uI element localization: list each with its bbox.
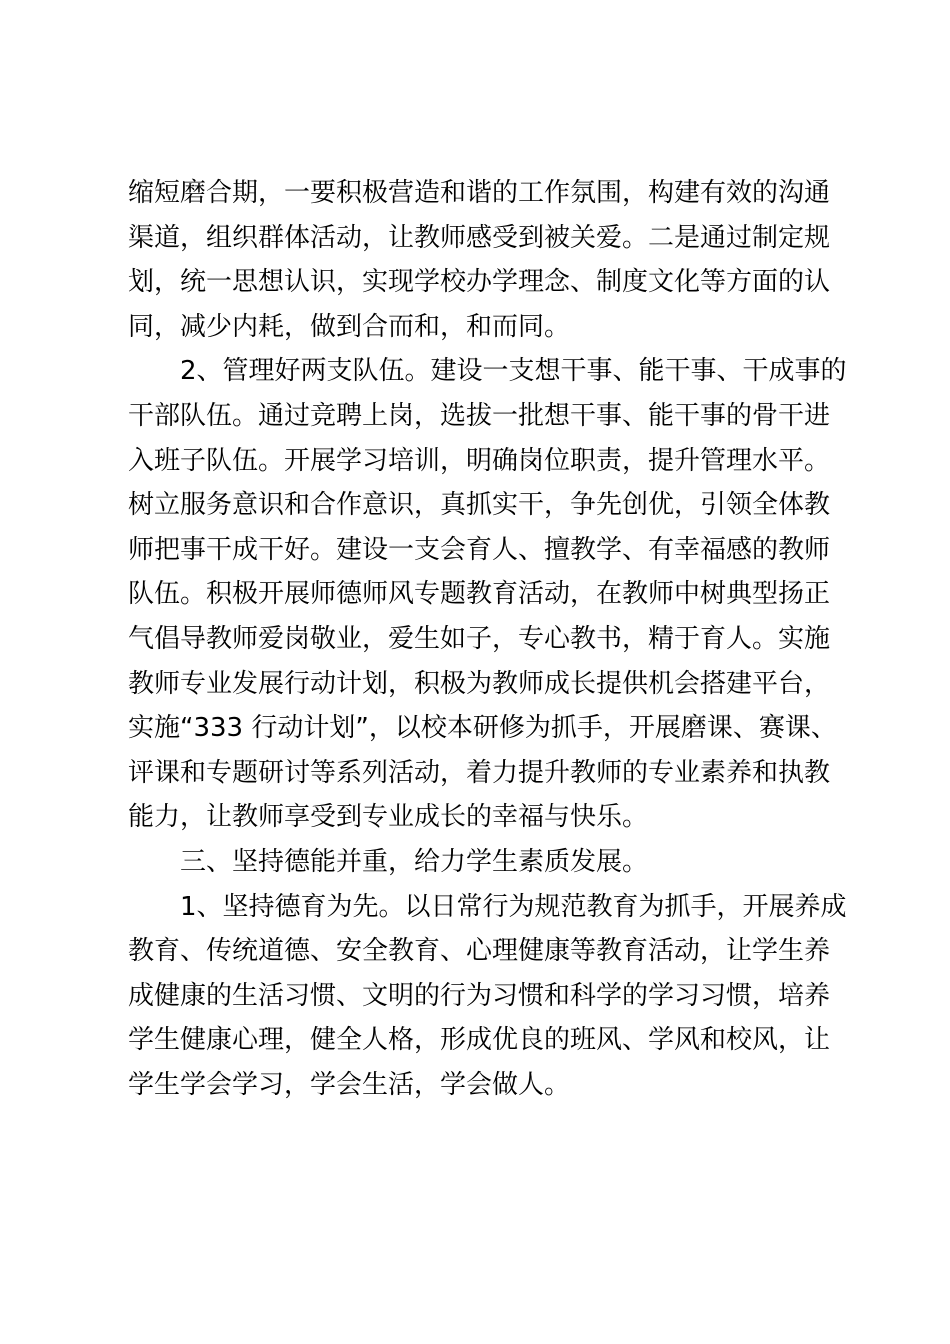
text-line: 划，统一思想认识，实现学校办学理念、制度文化等方面的认 [128, 267, 831, 298]
text-line: 实施“333 行动计划”，以校本研修为抓手，开展磨课、赛课、 [128, 713, 837, 744]
text-line: 渠道，组织群体活动，让教师感受到被关爱。二是通过制定规 [128, 222, 831, 253]
text-line: 树立服务意识和合作意识，真抓实干，争先创优，引领全体教 [128, 490, 831, 521]
text-line-indented: 2、管理好两支队伍。建设一支想干事、能干事、干成事的 [180, 356, 847, 387]
text-line: 能力，让教师享受到专业成长的幸福与快乐。 [128, 802, 649, 833]
text-line: 入班子队伍。开展学习培训，明确岗位职责，提升管理水平。 [128, 445, 831, 476]
text-line: 师把事干成干好。建设一支会育人、擅教学、有幸福感的教师 [128, 534, 831, 565]
text-line: 干部队伍。通过竞聘上岗，选拔一批想干事、能干事的骨干进 [128, 400, 831, 431]
paragraph-1 [128, 171, 834, 349]
paragraph-2 [128, 349, 847, 840]
heading-line: 三、坚持德能并重，给力学生素质发展。 [180, 846, 649, 877]
text-line: 评课和专题研讨等系列活动，着力提升教师的专业素养和执教 [128, 757, 831, 788]
text-line: 缩短磨合期，一要积极营造和谐的工作氛围，构建有效的沟通 [128, 178, 831, 208]
text-line: 教育、传统道德、安全教育、心理健康等教育活动，让学生养 [128, 936, 831, 967]
text-line: 气倡导教师爱岗敬业，爱生如子，专心教书，精于育人。实施 [128, 623, 831, 654]
text-line: 学生学会学习，学会生活，学会做人。 [128, 1069, 571, 1100]
text-line: 同，减少内耗，做到合而和，和而同。 [128, 311, 571, 342]
text-line: 学生健康心理，健全人格，形成优良的班风、学风和校风，让 [128, 1025, 831, 1056]
text-line: 队伍。积极开展师德师风专题教育活动，在教师中树典型扬正 [128, 579, 831, 610]
paragraph-4 [128, 885, 847, 1108]
text-line: 成健康的生活习惯、文明的行为习惯和科学的学习习惯，培养 [128, 980, 831, 1011]
document-body [128, 171, 847, 1107]
section-heading [128, 840, 834, 885]
text-line-indented: 1、坚持德育为先。以日常行为规范教育为抓手，开展养成 [180, 891, 847, 922]
text-line: 教师专业发展行动计划，积极为教师成长提供机会搭建平台， [128, 668, 831, 699]
